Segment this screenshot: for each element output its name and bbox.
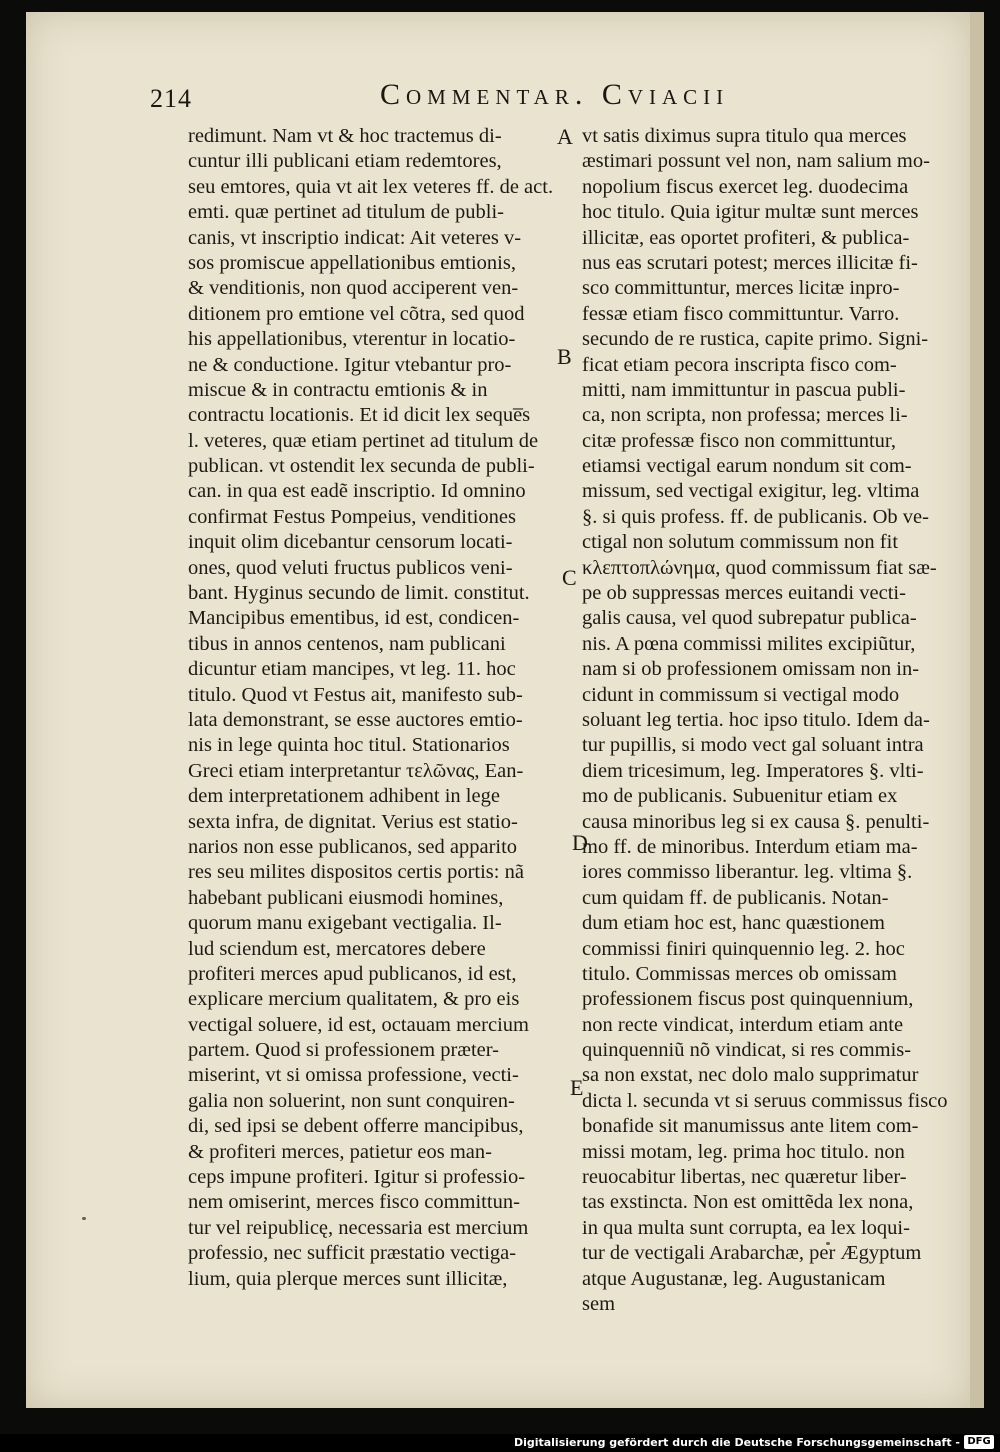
text-line: miscue & in contractu emtionis & in — [188, 378, 488, 401]
text-line: sco committuntur, merces licitæ inpro- — [582, 277, 900, 300]
text-line: emti. quæ pertinet ad titulum de publi- — [188, 201, 504, 224]
text-line: lud sciendum est, mercatores debere — [188, 937, 486, 960]
text-line: fessæ etiam fisco committuntur. Varro. — [582, 302, 900, 325]
text-line: & profiteri merces, patietur eos man- — [188, 1140, 492, 1163]
text-line: sexta infra, de dignitat. Verius est statio- — [188, 810, 518, 833]
text-line: his appellationibus, vterentur in locatio- — [188, 328, 516, 351]
text-line: causa minoribus leg si ex causa §. penulti- — [582, 810, 930, 833]
text-line: quorum manu exigebant vectigalia. Il- — [188, 912, 502, 935]
text-line: tur pupillis, si modo vect gal soluant intra — [582, 734, 924, 757]
text-line: soluant leg tertia. hoc ipso titulo. Idem da- — [582, 708, 930, 731]
text-line: nis. A pœna commissi milites excipiũtur, — [582, 632, 916, 655]
text-line: citæ professæ fisco non committuntur, — [582, 429, 897, 452]
text-line: non recte vindicat, interdum etiam ante — [582, 1013, 904, 1036]
text-line: ne & conductione. Igitur vtebantur pro- — [188, 353, 512, 376]
text-line: explicare mercium qualitatem, & pro eis — [188, 988, 520, 1011]
text-line: lium, quia plerque merces sunt illicitæ, — [188, 1267, 508, 1290]
text-line: inquit olim dicebantur censorum locati- — [188, 531, 513, 554]
text-line: Greci etiam interpretantur τελῶνας, Ean- — [188, 759, 524, 782]
text-line: vt satis diximus supra titulo qua merces — [582, 125, 907, 147]
margin-letter-a: A — [557, 124, 573, 149]
text-line: tur vel reipublicę, necessaria est mercium — [188, 1216, 529, 1239]
text-line: canis, vt inscriptio indicat: Ait veteres v- — [188, 226, 522, 249]
text-line: ones, quod veluti fructus publicos veni- — [188, 556, 513, 579]
text-line: Mancipibus ementibus, id est, condicen- — [188, 607, 520, 630]
text-line: nopolium fiscus exercet leg. duodecima — [582, 175, 909, 198]
text-line: profiteri merces apud publicanos, id est, — [188, 962, 517, 985]
text-line: galis causa, vel quod subrepatur publica- — [582, 607, 917, 630]
text-line: l. veteres, quæ etiam pertinet ad titulum de — [188, 429, 539, 452]
text-line: mo ff. de minoribus. Interdum etiam ma- — [582, 835, 918, 858]
text-line: sos promiscue appellationibus emtionis, — [188, 251, 516, 274]
text-line: ceps impune profiteri. Igitur si professio- — [188, 1166, 526, 1189]
text-line: res seu milites dispositos certis portis: nã — [188, 861, 524, 884]
text-line: nus eas scrutari potest; merces illicitæ fi- — [582, 251, 918, 274]
text-line: cidunt in commissum si vectigal modo — [582, 683, 900, 706]
footer-credit: Digitalisierung gefördert durch die Deutsche Forschungsgemeinschaft - — [513, 1436, 960, 1449]
text-line: mo de publicanis. Subuenitur etiam ex — [582, 785, 898, 808]
text-line: redimunt. Nam vt & hoc tractemus di- — [188, 125, 502, 147]
text-line: & venditionis, non quod acciperent ven- — [188, 277, 519, 300]
text-line: sem — [582, 1292, 616, 1315]
text-line: habebant publicani eiusmodi homines, — [188, 886, 504, 909]
text-line: tur de vectigali Arabarchæ, per Ægyptum — [582, 1242, 922, 1265]
text-line: professio, nec sufficit præstatio vectiga- — [188, 1242, 517, 1265]
text-line: nis in lege quinta hoc titul. Stationarios — [188, 734, 510, 757]
text-line: seu emtores, quia vt ait lex veteres ff. de act. — [188, 175, 554, 198]
text-line: professionem fiscus post quinquennium, — [582, 988, 914, 1011]
text-line: vectigal soluere, id est, octauam mercium — [188, 1013, 529, 1036]
text-line: commissi finiri quinquennio leg. 2. hoc — [582, 937, 905, 960]
text-line: æstimari possunt vel non, nam salium mo- — [582, 150, 930, 173]
text-line: hoc titulo. Quia igitur multæ sunt merces — [582, 201, 919, 224]
text-line: lata demonstrant, se esse auctores emtio- — [188, 708, 523, 731]
text-line: in qua multa sunt corrupta, ea lex loqui- — [582, 1216, 910, 1239]
text-line: κλεπτοπλώνημα, quod commissum fiat sæ- — [582, 556, 937, 579]
text-line: tas exstincta. Non est omittẽda lex nona, — [582, 1191, 914, 1214]
text-line: secundo de re rustica, capite primo. Signi- — [582, 328, 929, 351]
text-line: confirmat Festus Pompeius, venditiones — [188, 505, 516, 528]
running-head — [150, 78, 800, 118]
text-line: dem interpretationem adhibent in lege — [188, 785, 500, 808]
running-title: Commentar. Cviacii — [380, 78, 730, 111]
text-line: reuocabitur libertas, nec quæretur liber- — [582, 1166, 907, 1189]
text-line: dicta l. secunda vt si seruus commissus fisco — [582, 1089, 948, 1112]
digitization-footer — [0, 1434, 1000, 1452]
text-line: bant. Hyginus secundo de limit. constitut. — [188, 582, 530, 605]
text-line: missi motam, leg. prima hoc titulo. non — [582, 1140, 905, 1163]
text-line: titulo. Quod vt Festus ait, manifesto sub- — [188, 683, 523, 706]
text-line: nem omiserint, merces fisco committun- — [188, 1191, 520, 1214]
text-line: partem. Quod si professionem præter- — [188, 1039, 500, 1062]
page-number: 214 — [150, 84, 192, 113]
right-column — [582, 124, 952, 1317]
text-line: cuntur illi publicani etiam redemtores, — [188, 150, 502, 173]
text-line: iores commisso liberantur. leg. vltima §. — [582, 861, 913, 884]
text-line: nam si ob professionem omissam non in- — [582, 658, 920, 681]
text-line: missum, sed vectigal exigitur, leg. vltima — [582, 480, 920, 503]
text-line: diem tricesimum, leg. Imperatores §. vlti- — [582, 759, 924, 782]
text-line: §. si quis profess. ff. de publicanis. Ob ve- — [582, 505, 929, 528]
left-column — [188, 124, 560, 1292]
margin-letter-e: E — [570, 1075, 584, 1100]
text-line: bonafide sit manumissus ante litem com- — [582, 1115, 919, 1138]
text-line: ditionem pro emtione vel cõtra, sed quod — [188, 302, 525, 325]
text-line: miserint, vt si omissa professione, vecti- — [188, 1064, 519, 1087]
text-line: mitti, nam immittuntur in pascua publi- — [582, 378, 906, 401]
text-line: dum etiam hoc est, hanc quæstionem — [582, 912, 885, 935]
text-line: etiamsi vectigal earum nondum sit com- — [582, 455, 912, 478]
paper-speck — [82, 1217, 86, 1220]
margin-letter-c: C — [562, 565, 577, 590]
margin-letter-b: B — [557, 344, 572, 369]
text-line: narios non esse publicanos, sed apparito — [188, 835, 518, 858]
text-line: sa non exstat, nec dolo malo supprimatur — [582, 1064, 919, 1087]
text-line: cum quidam ff. de publicanis. Notan- — [582, 886, 889, 909]
text-line: galia non soluerint, non sunt conquiren- — [188, 1089, 515, 1112]
text-line: tibus in annos centenos, nam publicani — [188, 632, 506, 655]
text-line: atque Augustanæ, leg. Augustanicam — [582, 1267, 886, 1290]
text-line: di, sed ipsi se debent offerre mancipibus, — [188, 1115, 524, 1138]
text-line: dicuntur etiam mancipes, vt leg. 11. hoc — [188, 658, 516, 681]
text-line: ctigal non solutum commissum non fit — [582, 531, 899, 554]
text-line: can. in qua est eadẽ inscriptio. Id omnino — [188, 480, 526, 503]
margin-letter-d: D — [572, 830, 588, 855]
text-line: pe ob suppressas merces euitandi vecti- — [582, 582, 906, 605]
text-line: ca, non scripta, non professa; merces li- — [582, 404, 908, 427]
text-line: publican. vt ostendit lex secunda de publi- — [188, 455, 535, 478]
text-line: quinquenniũ nõ vindicat, si res commis- — [582, 1039, 912, 1062]
text-line: contractu locationis. Et id dicit lex seque̅s — [188, 404, 531, 427]
dfg-logo: DFG — [964, 1435, 994, 1449]
text-line: titulo. Commissas merces ob omissam — [582, 962, 897, 985]
text-line: ficat etiam pecora inscripta fisco com- — [582, 353, 897, 376]
text-line: illicitæ, eas oportet profiteri, & publica- — [582, 226, 910, 249]
